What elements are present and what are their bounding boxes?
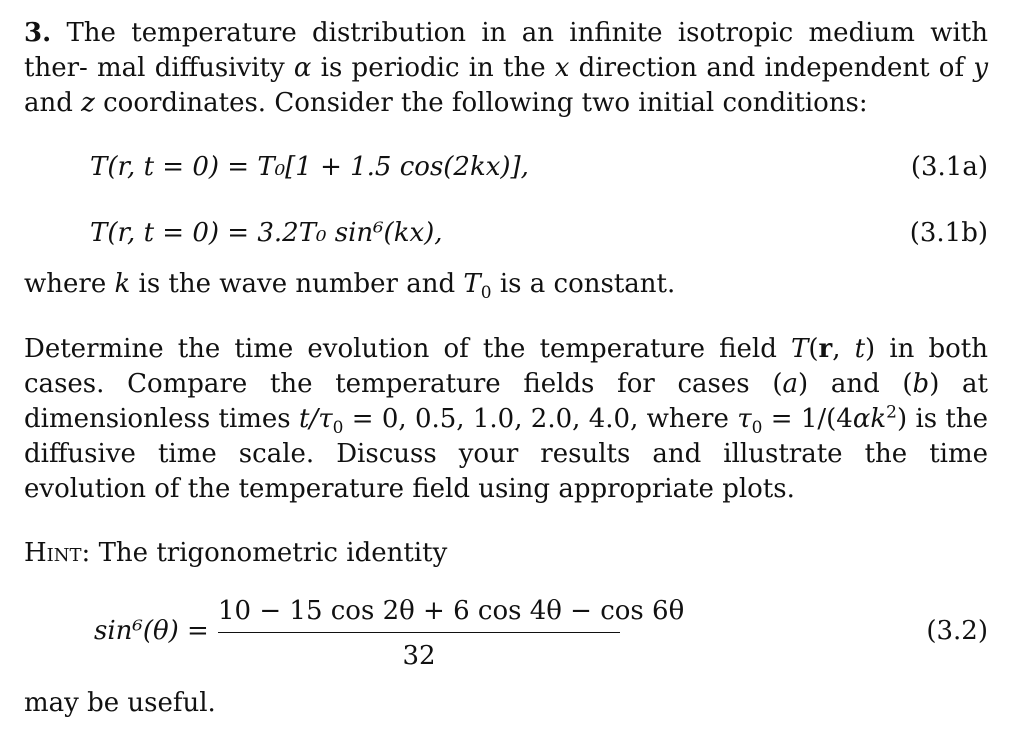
tau-symbol: τ [737,404,752,434]
t0-subscript: 0 [480,283,492,304]
equation-3-2-fraction [218,594,685,674]
task-text: ) at dimensionless times [24,369,988,434]
equation-3-2-lhs [94,614,209,649]
hint-text: The trigonometric identity [90,538,448,568]
tau-subscript: 0 [751,418,763,439]
intro-text: is periodic in the [311,53,555,83]
task-paragraph [24,332,988,507]
closing-line: may be useful. [24,688,216,718]
alpha-k-symbol: αk [852,404,887,434]
equation-body: T(r, t = 0) = T₀[1 + 1.5 cos(2kx)], [90,152,529,182]
x-symbol: x [554,53,570,83]
t-symbol: T [790,334,809,364]
equation-body: T(r, t = 0) = 3.2T₀ sin⁶(kx), [90,218,443,248]
where-text: where [24,269,115,299]
equation-3-1a [90,150,529,185]
task-text: = 1/(4 [762,404,853,434]
equation-number: (3.1b) [909,218,988,248]
task-text: , [832,334,855,364]
hint-label: Hint: [24,538,91,568]
task-text: ) is the diffusive time scale. Discuss your results and illustrate the time evolution of the temperature field using appropriate plots. [24,404,989,504]
equation-number: (3.2) [926,616,988,646]
exponent: 2 [886,402,897,423]
hint-line [24,536,447,571]
where-line [24,267,675,302]
r-vector: r [818,334,833,364]
intro-text: and [24,88,82,118]
task-text: = 0, 0.5, 1.0, 2.0, 4.0, where [343,404,738,434]
problem-number: 3. [24,18,52,48]
z-symbol: z [81,88,95,118]
k-symbol: k [114,269,131,299]
task-text: Determine the time evolution of the temperature field [24,334,791,364]
equation-body: sin⁶(θ) = [94,616,209,646]
time-symbol: t [854,334,866,364]
where-text: is a constant. [491,269,676,299]
intro-text: direction and independent of [569,53,974,83]
t0-symbol: T [463,269,481,299]
fraction-denominator: 32 [402,641,436,671]
task-text: ) and ( [797,369,913,399]
equation-number: (3.1a) [910,152,988,182]
case-a: a [782,369,798,399]
intro-text: The temperature distribution in an infinite isotropic medium with ther- [24,18,988,83]
fraction-numerator: 10 − 15 cos 2θ + 6 cos 4θ − cos 6θ [218,596,685,626]
task-text: ( [808,334,819,364]
alpha-symbol: α [293,53,312,83]
time-ratio: t/τ [298,404,333,434]
y-symbol: y [973,53,989,83]
problem-intro [24,16,988,121]
tau-subscript: 0 [332,418,344,439]
equation-3-1b [90,216,443,251]
task-text: ) in both cases. Compare the temperature fields for cases ( [24,334,989,399]
where-text: is the wave number and [130,269,464,299]
case-b: b [912,369,930,399]
intro-text: mal diffusivity [97,53,294,83]
intro-text: coordinates. Consider the following two initial conditions: [103,88,868,118]
fraction-bar [218,632,620,633]
